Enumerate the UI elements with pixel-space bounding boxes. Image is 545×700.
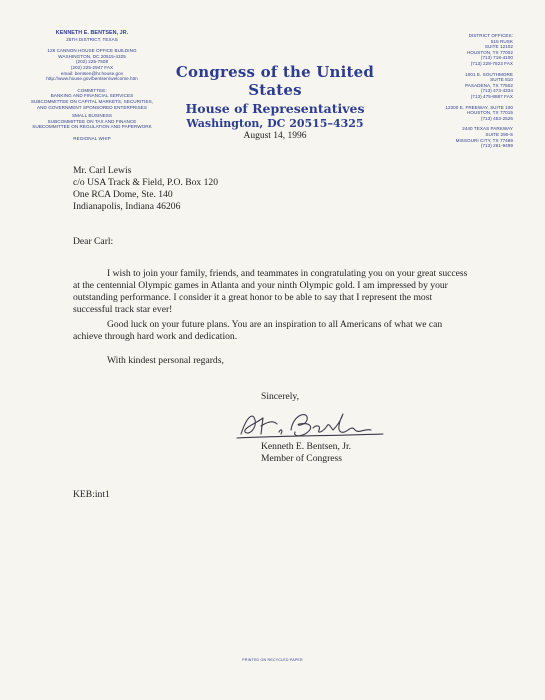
subcommittee-line: SUBCOMMITTEE ON TAX AND FINANCE bbox=[47, 118, 137, 124]
sincerely: Sincerely, bbox=[261, 391, 300, 402]
recycled-paper-note: PRINTED ON RECYCLED PAPER bbox=[242, 658, 303, 662]
district-offices-heading: DISTRICT OFFICES: bbox=[468, 33, 513, 38]
office-line: (713) 228-7823 FAX bbox=[470, 60, 513, 66]
district-label: 25TH DISTRICT, TEXAS bbox=[66, 36, 118, 42]
committee-name: BANKING AND FINANCIAL SERVICES bbox=[50, 93, 134, 99]
handwritten-signature bbox=[233, 406, 393, 446]
office-line: SUITE 810 bbox=[490, 77, 513, 83]
letter-date: August 14, 1996 bbox=[243, 131, 307, 141]
recipient-line: One RCA Dome, Ste. 140 bbox=[73, 189, 173, 200]
letterhead-right bbox=[423, 33, 513, 149]
email-line: email: bentsen@hr.house.gov bbox=[60, 70, 124, 76]
office-line: 12300 E. FREEWAY, SUITE 100 bbox=[445, 104, 513, 110]
congress-title: Congress of the United States bbox=[175, 63, 375, 99]
office-line: 1001 E. SOUTHMORE bbox=[465, 71, 513, 77]
typist-initials: KEB:int1 bbox=[73, 489, 110, 500]
dc-office-line: 128 CANNON HOUSE OFFICE BUILDING bbox=[47, 48, 137, 54]
signer-block bbox=[261, 441, 351, 465]
office-line: SUITE 290-S bbox=[485, 131, 513, 137]
representative-name: KENNETH E. BENTSEN, JR. bbox=[55, 30, 129, 36]
office-line: (713) 453-2525 bbox=[480, 115, 513, 121]
closing-regards: With kindest personal regards, bbox=[107, 355, 224, 366]
subcommittee-line: SUBCOMMITTEE ON CAPITAL MARKETS, SECURITIES, bbox=[30, 98, 154, 104]
subcommittee-line: AND GOVERNMENT SPONSORED ENTERPRISES bbox=[37, 104, 147, 110]
committee-name: SMALL BUSINESS bbox=[71, 113, 113, 119]
recipient-line: c/o USA Track & Field, P.O. Box 120 bbox=[73, 177, 218, 188]
dc-office-line: WASHINGTON, DC 20515-4325 bbox=[58, 53, 126, 59]
dc-office-line: (202) 225-7508 bbox=[75, 59, 109, 65]
letterhead-left bbox=[22, 31, 162, 142]
office-line: (713) 475-8887 FAX bbox=[470, 93, 513, 99]
office-line: PASADENA, TX 77502 bbox=[465, 82, 513, 88]
office-line: HOUSTON, TX 77015 bbox=[466, 110, 513, 116]
recipient-line: Indianapolis, Indiana 46206 bbox=[73, 201, 181, 212]
office-line: (713) 473-4334 bbox=[480, 88, 513, 94]
regional-whip-label: REGIONAL WHIP bbox=[73, 135, 111, 141]
house-title: House of Representatives bbox=[185, 101, 365, 116]
office-line: 515 RUSK bbox=[490, 38, 513, 44]
dc-office-line: (202) 225-2947 FAX bbox=[70, 64, 114, 70]
office-line: 2440 TEXAS PARKWAY bbox=[462, 126, 513, 132]
office-line: (713) 261-9499 bbox=[480, 143, 513, 149]
office-line: SUITE 12102 bbox=[484, 44, 513, 50]
signer-name: Kenneth E. Bentsen, Jr. bbox=[261, 441, 352, 452]
body-paragraph: Good luck on your future plans. You are an inspiration to all Americans of what we can achieve through hard work and dedication. bbox=[73, 319, 443, 342]
recipient-address bbox=[73, 165, 218, 213]
office-line: (713) 718-4100 bbox=[480, 55, 513, 61]
committees-heading: COMMITTEE: bbox=[77, 87, 107, 93]
signer-title: Member of Congress bbox=[261, 453, 342, 464]
salutation: Dear Carl: bbox=[73, 236, 114, 247]
office-line: MISSOURI CITY, TX 77489 bbox=[455, 137, 513, 143]
washington-address: Washington, DC 20515–4325 bbox=[186, 117, 364, 130]
body-paragraph: I wish to join your family, friends, and teammates in congratulating you on your great success at the centennial Olympic games in Atlanta and your ninth Olympic gold. I am impressed by your outstanding performance. I consider it a great honor to be able to say that I represent the most successful track star ever! bbox=[73, 268, 468, 315]
letterhead-center bbox=[160, 63, 390, 141]
website-line: http://www.house.gov/bentsen/welcome.htm bbox=[46, 76, 138, 82]
office-line: HOUSTON, TX 77002 bbox=[466, 49, 513, 55]
subcommittee-line: SUBCOMMITTEE ON REGULATION AND PAPERWORK bbox=[32, 124, 152, 130]
recipient-line: Mr. Carl Lewis bbox=[73, 165, 132, 176]
